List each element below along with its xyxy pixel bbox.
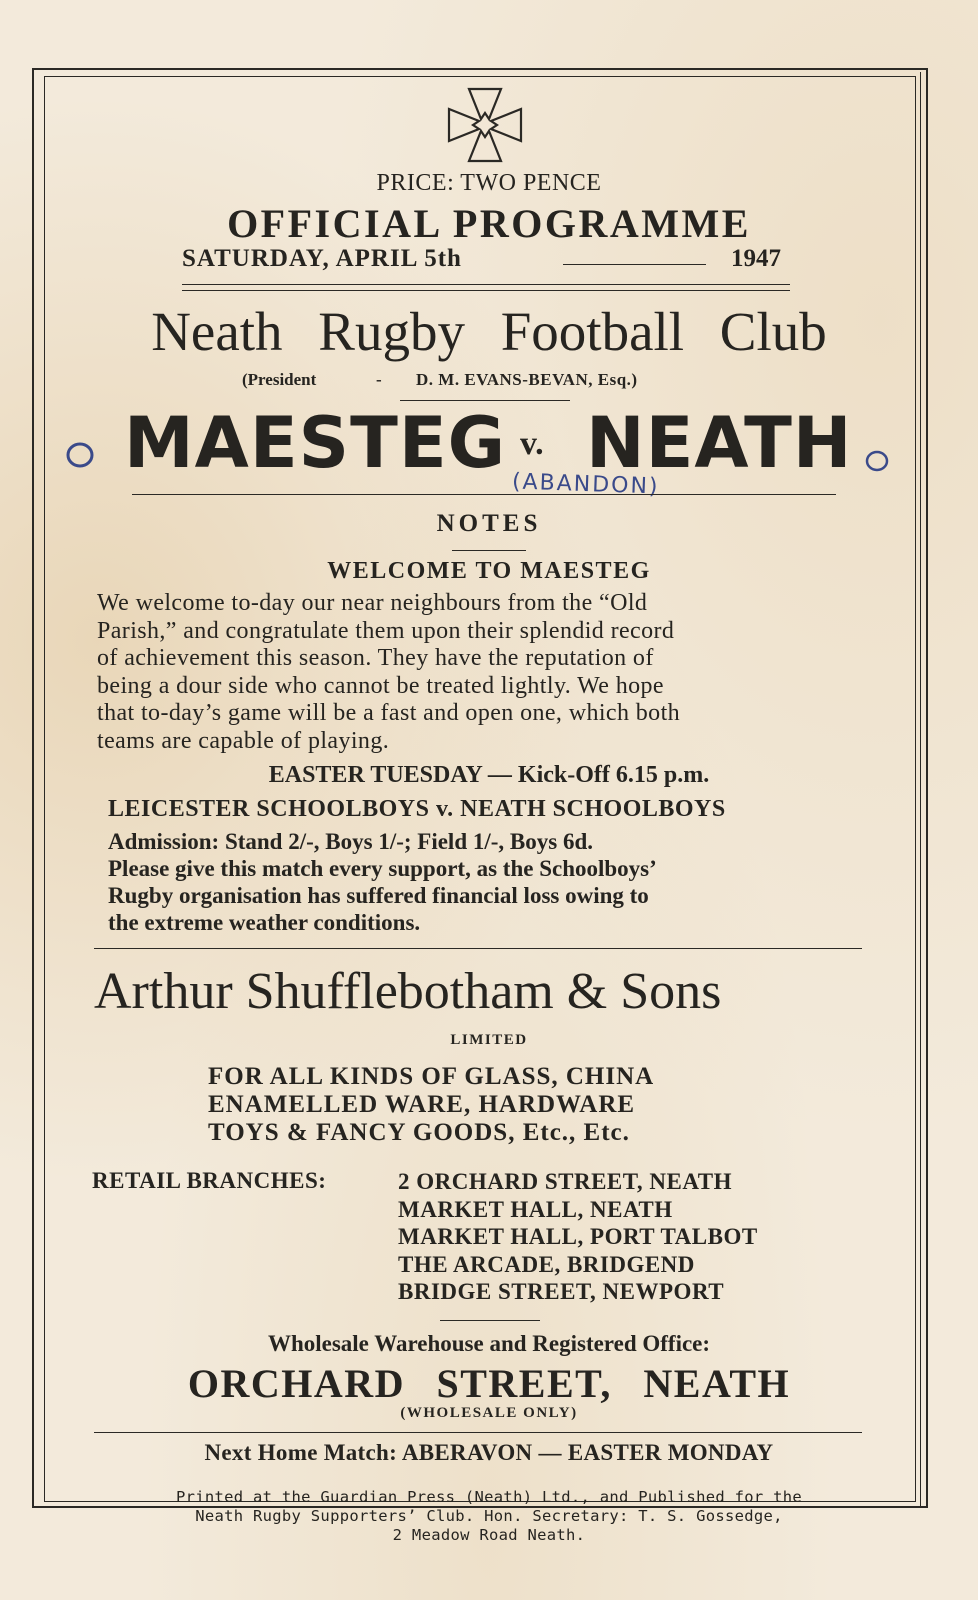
versus-text: v. (520, 425, 544, 462)
paragraph-line: We welcome to-day our near neighbours from the “Old (97, 590, 648, 616)
easter-tuesday-line: EASTER TUESDAY — Kick-Off 6.15 p.m. (268, 762, 710, 788)
paragraph-line: Admission: Stand 2/-, Boys 1/-; Field 1/-, Boys 6d. (108, 829, 593, 854)
schoolboys-fixture: LEICESTER SCHOOLBOYS v. NEATH SCHOOLBOYS (108, 796, 726, 822)
paragraph-line: that to-day’s game will be a fast and open one, which both (97, 700, 681, 726)
maltese-cross-icon (446, 86, 524, 164)
paragraph-line: the extreme weather conditions. (108, 910, 421, 935)
club-name: Neath Rugby Football Club (151, 301, 827, 362)
page-border-right-double (920, 72, 921, 1506)
price-text: PRICE: TWO PENCE (376, 170, 602, 196)
paragraph-line: teams are capable of playing. (97, 727, 390, 754)
branch-address: MARKET HALL, NEATH (398, 1196, 673, 1222)
company-limited: LIMITED (450, 1032, 528, 1048)
warehouse-line: Wholesale Warehouse and Registered Office: (267, 1331, 711, 1356)
company-name: Arthur Shufflebotham & Sons (94, 963, 722, 1020)
paragraph-line: of achievement this season. They have the reputation of (97, 645, 654, 671)
footer-line: Neath Rugby Supporters’ Club. Hon. Secretary: T. S. Gossedge, (195, 1507, 783, 1525)
handwritten-abandon-note: (ABANDON) (511, 469, 660, 500)
programme-title: OFFICIAL PROGRAMME (227, 201, 751, 246)
paragraph-line: Parish,” and congratulate them upon their splendid record (97, 617, 675, 644)
branches-list (398, 1168, 758, 1306)
welcome-heading: WELCOME TO MAESTEG (327, 558, 651, 584)
goods-line: TOYS & FANCY GOODS, Etc., Etc. (208, 1119, 630, 1146)
footer-line: 2 Meadow Road Neath. (392, 1526, 586, 1544)
branches-rule (440, 1320, 540, 1321)
goods-list (208, 1063, 654, 1147)
admission-paragraph (108, 828, 657, 936)
club-rule (400, 400, 570, 401)
date-dash-rule (563, 264, 706, 265)
warehouse-street: ORCHARD STREET, NEATH (187, 1361, 791, 1406)
wholesale-only-note: (WHOLESALE ONLY) (400, 1405, 578, 1421)
branch-address: BRIDGE STREET, NEWPORT (398, 1279, 725, 1304)
branch-address: THE ARCADE, BRIDGEND (398, 1251, 695, 1277)
advert-bottom-rule (94, 1432, 862, 1433)
match-year: 1947 (731, 245, 781, 272)
paragraph-line: being a dour side who cannot be treated lightly. We hope (97, 672, 664, 699)
fixture-rule (132, 494, 836, 495)
notes-bottom-rule (94, 948, 862, 949)
handwritten-circle-mark (62, 440, 98, 470)
paragraph-line: Please give this match every support, as the Schoolboys’ (108, 856, 657, 881)
president-dash: - (376, 370, 382, 389)
goods-line: ENAMELLED WARE, HARDWARE (208, 1091, 636, 1118)
paragraph-line: Rugby organisation has suffered financial loss owing to (108, 883, 649, 908)
branches-label: RETAIL BRANCHES: (92, 1168, 327, 1193)
notes-rule (452, 550, 526, 551)
header-rule-bottom (182, 290, 790, 291)
footer-line: Printed at the Guardian Press (Neath) Ltd., and Published for the (175, 1488, 803, 1506)
header-rule-top (182, 284, 790, 285)
next-home-match: Next Home Match: ABERAVON — EASTER MONDAY (204, 1440, 774, 1465)
branch-address: MARKET HALL, PORT TALBOT (398, 1224, 758, 1249)
notes-heading: NOTES (436, 510, 542, 537)
match-date: SATURDAY, APRIL 5th (182, 245, 462, 272)
branch-address: 2 ORCHARD STREET, NEATH (398, 1169, 732, 1194)
welcome-paragraph (97, 590, 872, 755)
president-label: (President (242, 370, 317, 389)
home-team: MAESTEG (124, 402, 507, 484)
goods-line: FOR ALL KINDS OF GLASS, CHINA (208, 1063, 655, 1090)
away-team: NEATH (586, 402, 853, 484)
handwritten-circle-mark (862, 448, 892, 474)
printer-footer (0, 1488, 978, 1545)
president-name: D. M. EVANS-BEVAN, Esq.) (416, 370, 638, 389)
